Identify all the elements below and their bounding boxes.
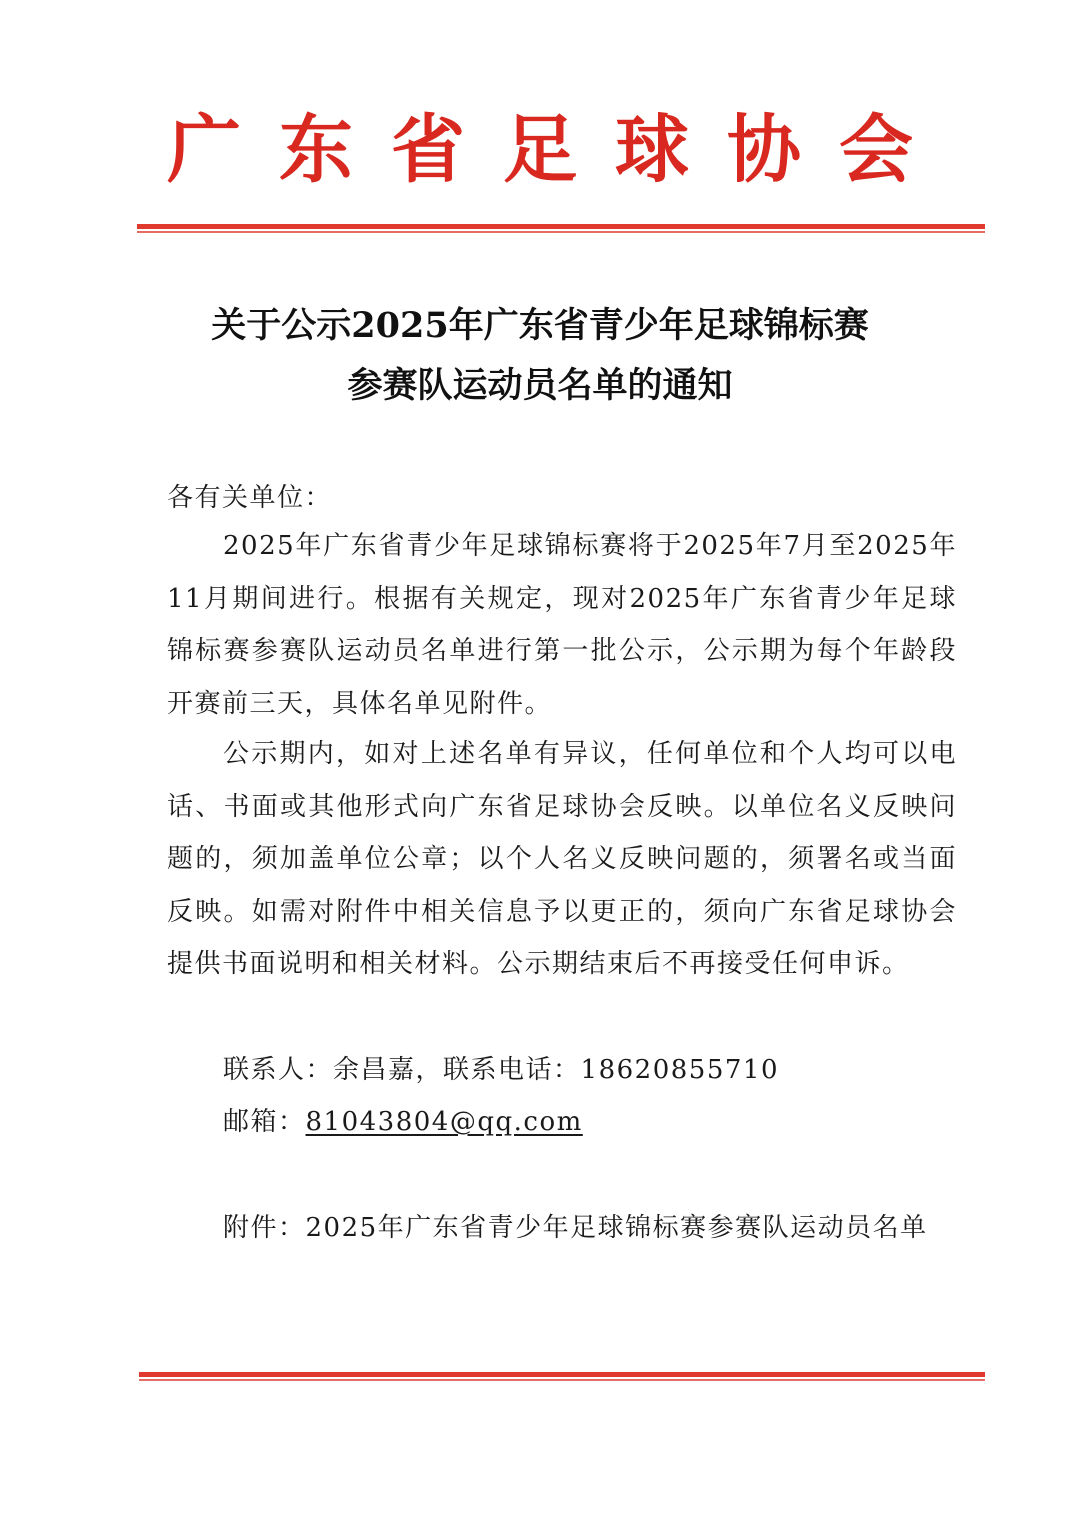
document-title-line-1: 关于公示2025年广东省青少年足球锦标赛 [211,305,869,346]
attachment-line [223,1208,928,1248]
letterhead-divider [137,224,985,232]
attachment-title: 2025年广东省青少年足球锦标赛参赛队运动员名单 [305,1213,928,1243]
contact-phone[interactable]: 18620855710 [580,1055,780,1085]
divider-thick-line [137,224,985,229]
contact-person-label: 联系人： [223,1055,334,1085]
email-link[interactable]: 81043804@qq.com [305,1107,583,1137]
footer-divider-thick-line [139,1372,985,1377]
footer-divider [139,1372,985,1380]
footer-divider-thin-line [139,1379,985,1381]
contact-person-name: 余昌嘉， [333,1055,444,1085]
divider-thin-line [137,231,985,233]
salutation: 各有关单位： [167,483,333,513]
attachment-label: 附件： [223,1213,306,1243]
body-paragraph-2: 公示期内，如对上述名单有异议，任何单位和个人均可以电话、书面或其他形式向广东省足球协会反映。以单位名义反映问题的，须加盖单位公章；以个人名义反映问题的，须署名或当面反映。如需对附件中相关信息予以更正的，须向广东省足球协会提供书面说明和相关材料。公示期结束后不再接受任何申诉。 [167,739,957,979]
org-letterhead: 广东省足球协会 [167,107,951,193]
body-paragraph-1: 2025年广东省青少年足球锦标赛将于2025年7月至2025年11月期间进行。根据有关规定，现对2025年广东省青少年足球锦标赛参赛队运动员名单进行第一批公示，公示期为每个年龄段开赛前三天，具体名单见附件。 [167,531,957,719]
contact-person-line [223,1050,779,1090]
contact-email-line [223,1102,583,1142]
document-title-line-2: 参赛队运动员名单的通知 [347,365,733,406]
contact-phone-label: 联系电话： [443,1055,581,1085]
email-label: 邮箱： [223,1107,306,1137]
